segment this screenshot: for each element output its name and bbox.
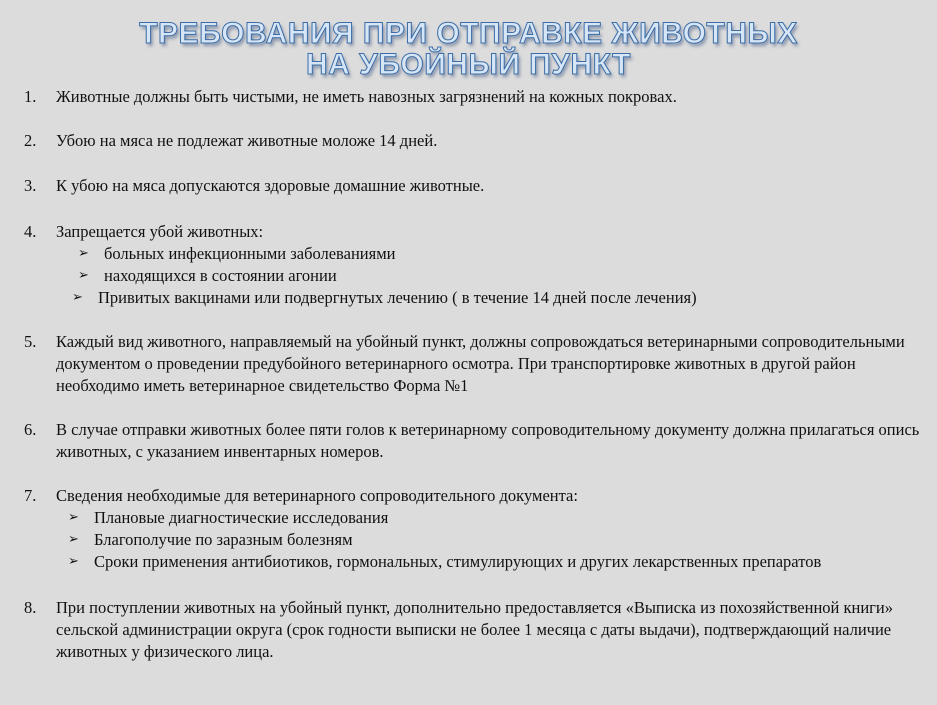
item-number: 3. (24, 176, 37, 195)
arrow-right-icon: ➢ (68, 532, 79, 547)
sub-item-text: больных инфекционными заболеваниями (104, 244, 396, 263)
list-item (24, 130, 924, 152)
list-item (24, 175, 924, 197)
sub-item-text: Благополучие по заразным болезням (94, 530, 353, 549)
sub-item-text: Сроки применения антибиотиков, гормональных, стимулирующих и других лекарственных препаратов (94, 552, 822, 571)
sub-item (60, 287, 924, 309)
arrow-right-icon: ➢ (68, 554, 79, 569)
sub-item (56, 551, 884, 573)
sub-item (56, 507, 884, 529)
item-text: Убою на мяса не подлежат животные моложе 14 дней. (56, 131, 438, 150)
sub-item-text: находящихся в состоянии агонии (104, 266, 337, 285)
item-number: 1. (24, 87, 37, 106)
list-item (24, 331, 924, 397)
item-number: 2. (24, 131, 37, 150)
arrow-right-icon: ➢ (72, 290, 83, 305)
sub-item (66, 265, 924, 287)
item-text: В случае отправки животных более пяти голов к ветеринарному сопроводительному документу должна прилагаться опись животных, с указанием инвентарных номеров. (56, 420, 920, 461)
page-title (0, 18, 937, 80)
sub-item (66, 243, 924, 265)
requirements-list (24, 86, 924, 663)
item-number: 6. (24, 420, 37, 439)
item-text: При поступлении животных на убойный пункт, дополнительно предоставляется «Выписка из похозяйственной книги» сельской администрации округа (срок годности выписки не более 1 месяца с даты выдачи), подтверждающий наличие животных у физического лица. (56, 598, 894, 661)
list-item (24, 485, 924, 573)
item-number: 5. (24, 332, 37, 351)
title-line-2: НА УБОЙНЫЙ ПУНКТ (306, 48, 631, 81)
list-item (24, 419, 924, 463)
item-number: 7. (24, 486, 37, 505)
item-number: 4. (24, 222, 37, 241)
sub-item (56, 529, 884, 551)
item-text: Животные должны быть чистыми, не иметь навозных загрязнений на кожных покровах. (56, 87, 677, 106)
item-text: Сведения необходимые для ветеринарного сопроводительного документа: (56, 486, 578, 505)
arrow-right-icon: ➢ (78, 246, 89, 261)
item-text: К убою на мяса допускаются здоровые домашние животные. (56, 176, 485, 195)
list-item (24, 597, 924, 663)
list-item (24, 86, 924, 108)
item-number: 8. (24, 598, 37, 617)
arrow-right-icon: ➢ (78, 268, 89, 283)
title-line-1: ТРЕБОВАНИЯ ПРИ ОТПРАВКЕ ЖИВОТНЫХ (139, 17, 798, 50)
arrow-right-icon: ➢ (68, 510, 79, 525)
sub-item-text: Привитых вакцинами или подвергнутых лечению ( в течение 14 дней после лечения) (98, 288, 697, 307)
list-item (24, 221, 924, 309)
item-text: Каждый вид животного, направляемый на убойный пункт, должны сопровождаться ветеринарными сопроводительными документом о проведении предубойного ветеринарного осмотра. При транспортировке животных в другой район необходимо иметь ветеринарное свидетельство Форма №1 (56, 332, 905, 395)
sub-item-text: Плановые диагностические исследования (94, 508, 389, 527)
item-text: Запрещается убой животных: (56, 222, 264, 241)
